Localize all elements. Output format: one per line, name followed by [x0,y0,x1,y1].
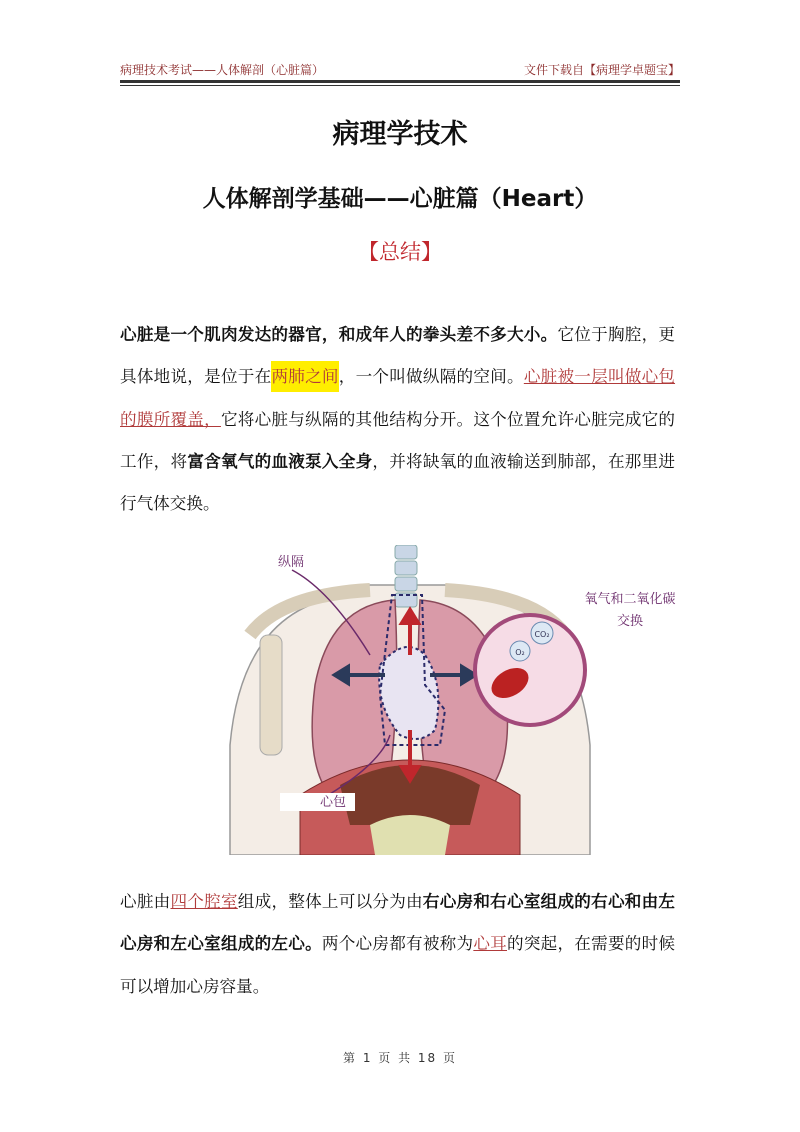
page-subtitle: 人体解剖学基础——心脏篇（Heart） [202,186,598,212]
o2-label: O₂ [515,648,525,657]
heart-anatomy-illustration [220,545,690,855]
paragraph-2 [120,881,675,1008]
header-left: 病理技术考试——人体解剖（心脏篇） [120,63,325,77]
highlighted-text: 两肺之间 [271,361,338,392]
bold-text: 富含氧气的血液泵入全身 [187,451,373,471]
body-text: ，一个叫做纵隔的空间。 [338,367,524,387]
body-text: 的突起，在需要的时候可以增加心房容量。 [120,934,676,996]
underlined-text: 心耳 [473,934,507,954]
label-pericardium: 心包 [320,795,347,810]
body-text: 组成，整体上可以分为由 [237,892,423,911]
label-gas-exchange-line1: 氧气和二氧化碳 [584,592,676,607]
body-text: 它将心脏与纵隔的其他结构分开。这个位置允许心脏完成它的工作，将 [120,409,676,471]
header-rule [120,80,680,83]
header-rule-thin [120,85,680,86]
section-heading: 【总结】 [358,240,442,264]
page-title: 病理学技术 [332,119,468,150]
paragraph-1 [120,314,675,525]
running-header [120,61,680,78]
label-mediastinum: 纵隔 [278,555,305,570]
co2-label: CO₂ [534,630,550,639]
body-text: 它位于胸腔，更具体地说，是位于在 [120,325,676,387]
bold-text: 心脏是一个肌肉发达的器官，和成年人的拳头差不多大小。 [120,325,558,344]
bold-text: 右心房和右心室组成的右心和由左心房和左心室组成的左心。 [120,892,676,954]
page-number: 第 1 页 共 18 页 [343,1051,457,1065]
body-text: 心脏由 [120,892,171,911]
header-right: 文件下载自【病理学卓题宝】 [523,63,680,77]
underlined-text: 心脏被一层叫做心包的膜所覆盖， [120,367,676,429]
body-text: 两个心房都有被称为 [321,934,474,954]
underlined-text: 四个腔室 [170,892,238,911]
label-gas-exchange-line2: 交换 [616,614,644,629]
body-text: ，并将缺氧的血液输送到肺部，在那里进行气体交换。 [120,451,676,514]
